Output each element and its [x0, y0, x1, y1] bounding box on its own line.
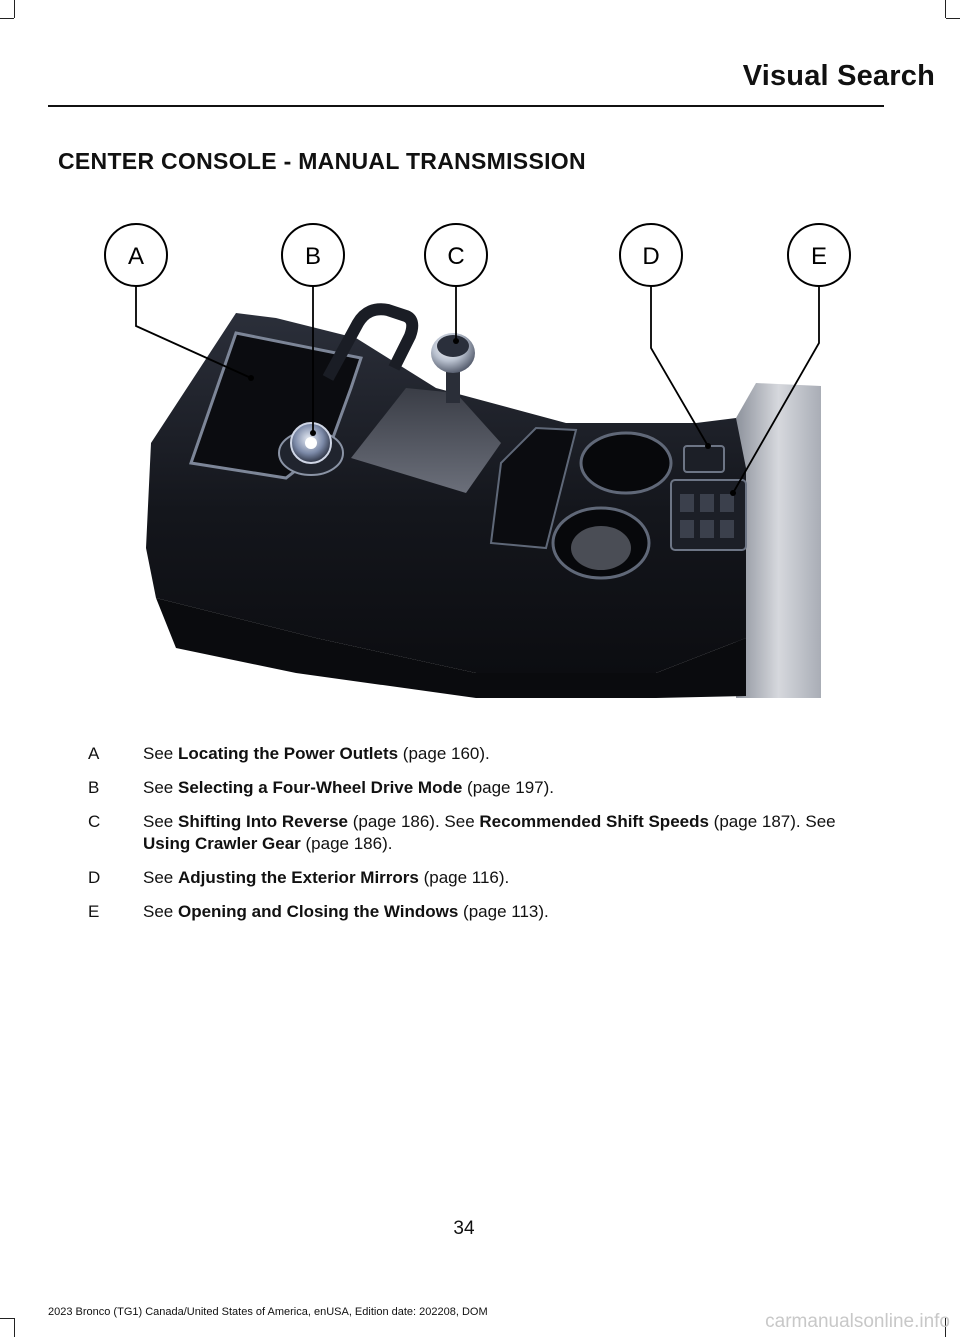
svg-text:C: C — [447, 243, 465, 270]
topic-link[interactable]: Adjusting the Exterior Mirrors — [177, 868, 419, 887]
legend-item-e: E See Opening and Closing the Windows (page 113). — [88, 902, 549, 921]
legend-item-a: A See Locating the Power Outlets (page 160). — [88, 744, 490, 763]
legend-item-d: D See Adjusting the Exterior Mirrors (page 116). — [88, 868, 510, 887]
crop-mark — [946, 18, 960, 19]
page-header-title: Visual Search — [742, 60, 935, 92]
callout-a — [105, 224, 167, 286]
footer-text: 2023 Bronco (TG1) Canada/United States of America, enUSA, Edition date: 202208, DOM — [48, 1306, 488, 1318]
callout-d — [620, 224, 682, 286]
crop-mark — [945, 0, 946, 18]
legend-key: E — [88, 902, 100, 921]
svg-text:D: D — [642, 243, 660, 270]
svg-text:B: B — [304, 243, 322, 270]
callout-e — [788, 224, 850, 286]
legend-item-c: C See Shifting Into Reverse (page 186). See Recommended Shift Speeds (page 187). See Using Crawler Gear (page 186). — [88, 812, 836, 853]
page-number: 34 — [453, 1218, 475, 1239]
legend-key: A — [88, 744, 100, 763]
legend-key: D — [88, 868, 101, 887]
legend-key: C — [88, 812, 101, 831]
topic-link[interactable]: Locating the Power Outlets — [177, 744, 399, 763]
callout-b — [282, 224, 344, 286]
section-title: CENTER CONSOLE - MANUAL TRANSMISSION — [58, 148, 586, 174]
crop-mark — [0, 1318, 14, 1319]
svg-text:A: A — [127, 243, 145, 270]
callout-legend — [88, 743, 878, 935]
topic-link[interactable]: Shifting Into Reverse — [177, 812, 349, 831]
crop-mark — [0, 18, 14, 19]
legend-item-b: B See Selecting a Four-Wheel Drive Mode (page 197). — [88, 778, 554, 797]
watermark: carmanualsonline.info — [765, 1311, 950, 1332]
svg-text:E: E — [810, 243, 828, 270]
topic-link[interactable]: Selecting a Four-Wheel Drive Mode — [177, 778, 463, 797]
topic-link[interactable]: Recommended Shift Speeds — [479, 812, 709, 831]
center-console-illustration — [96, 218, 866, 708]
header-rule — [48, 105, 884, 107]
crop-mark — [14, 0, 15, 18]
topic-link[interactable]: Opening and Closing the Windows — [177, 902, 459, 921]
legend-key: B — [88, 778, 100, 797]
crop-mark — [14, 1318, 15, 1337]
callout-c — [425, 224, 487, 286]
topic-link[interactable]: Using Crawler Gear — [143, 834, 301, 853]
